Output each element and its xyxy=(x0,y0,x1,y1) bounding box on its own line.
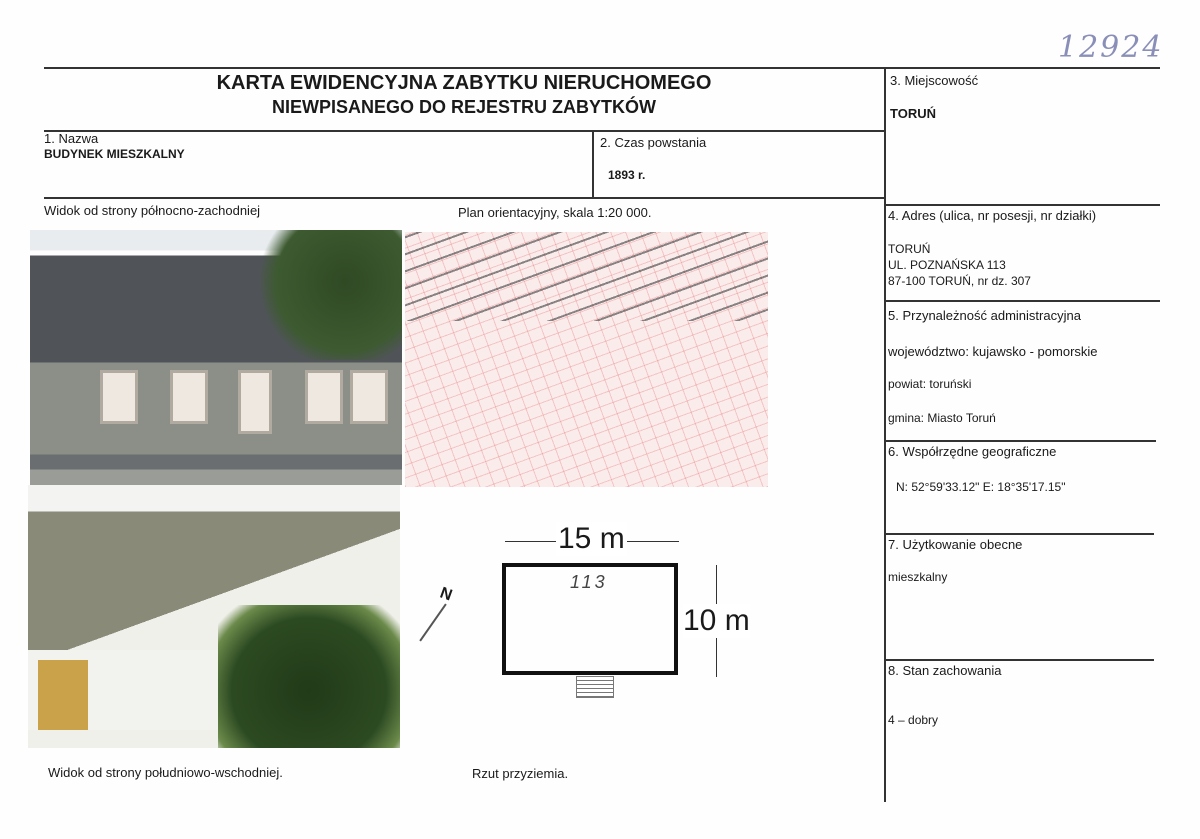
coords-label: 6. Współrzędne geograficzne xyxy=(888,444,1057,459)
photo-southeast-view xyxy=(28,485,400,748)
title-line-1: KARTA EWIDENCYJNA ZABYTKU NIERUCHOMEGO xyxy=(216,72,712,94)
admin-label: 5. Przynależność administracyjna xyxy=(888,308,1081,323)
admin-county: powiat: toruński xyxy=(888,377,972,391)
usage-label: 7. Użytkowanie obecne xyxy=(888,537,1023,552)
address-label: 4. Adres (ulica, nr posesji, nr działki) xyxy=(888,208,1097,223)
address-line-1: TORUŃ xyxy=(888,242,931,256)
date-label: 2. Czas powstania xyxy=(600,135,707,150)
inventory-number: 12924 xyxy=(1058,30,1164,65)
caption-view-se: Widok od strony południowo-wschodniej. xyxy=(48,765,283,780)
entrance-stairs xyxy=(576,676,614,698)
plan-number: 113 xyxy=(570,572,608,592)
plan-height: 10 m xyxy=(683,604,750,637)
address-line-2: UL. POZNAŃSKA 113 xyxy=(888,258,1006,272)
condition-value: 4 – dobry xyxy=(888,713,939,727)
condition-label: 8. Stan zachowania xyxy=(888,663,1002,678)
title-line-2: NIEWPISANEGO DO REJESTRU ZABYTKÓW xyxy=(271,97,657,117)
address-line-3: 87-100 TORUŃ, nr dz. 307 xyxy=(888,274,1031,288)
plan-width: 15 m xyxy=(558,522,625,555)
coords-value: N: 52°59'33.12" E: 18°35'17.15" xyxy=(896,480,1066,494)
admin-voivodeship: województwo: kujawsko - pomorskie xyxy=(888,344,1098,359)
caption-plan: Rzut przyziemia. xyxy=(472,766,569,781)
orientation-map xyxy=(405,232,768,487)
caption-view-nw: Widok od strony północno-zachodniej xyxy=(44,203,261,218)
north-arrow-icon: N xyxy=(437,584,455,605)
photo-northwest-view xyxy=(30,230,402,485)
place-value: TORUŃ xyxy=(890,106,936,121)
place-label: 3. Miejscowość xyxy=(890,73,979,88)
caption-map: Plan orientacyjny, skala 1:20 000. xyxy=(458,205,652,220)
name-label: 1. Nazwa xyxy=(44,131,99,146)
name-value: BUDYNEK MIESZKALNY xyxy=(44,147,185,161)
date-value: 1893 r. xyxy=(608,168,646,182)
usage-value: mieszkalny xyxy=(888,570,948,584)
admin-commune: gmina: Miasto Toruń xyxy=(888,411,996,425)
